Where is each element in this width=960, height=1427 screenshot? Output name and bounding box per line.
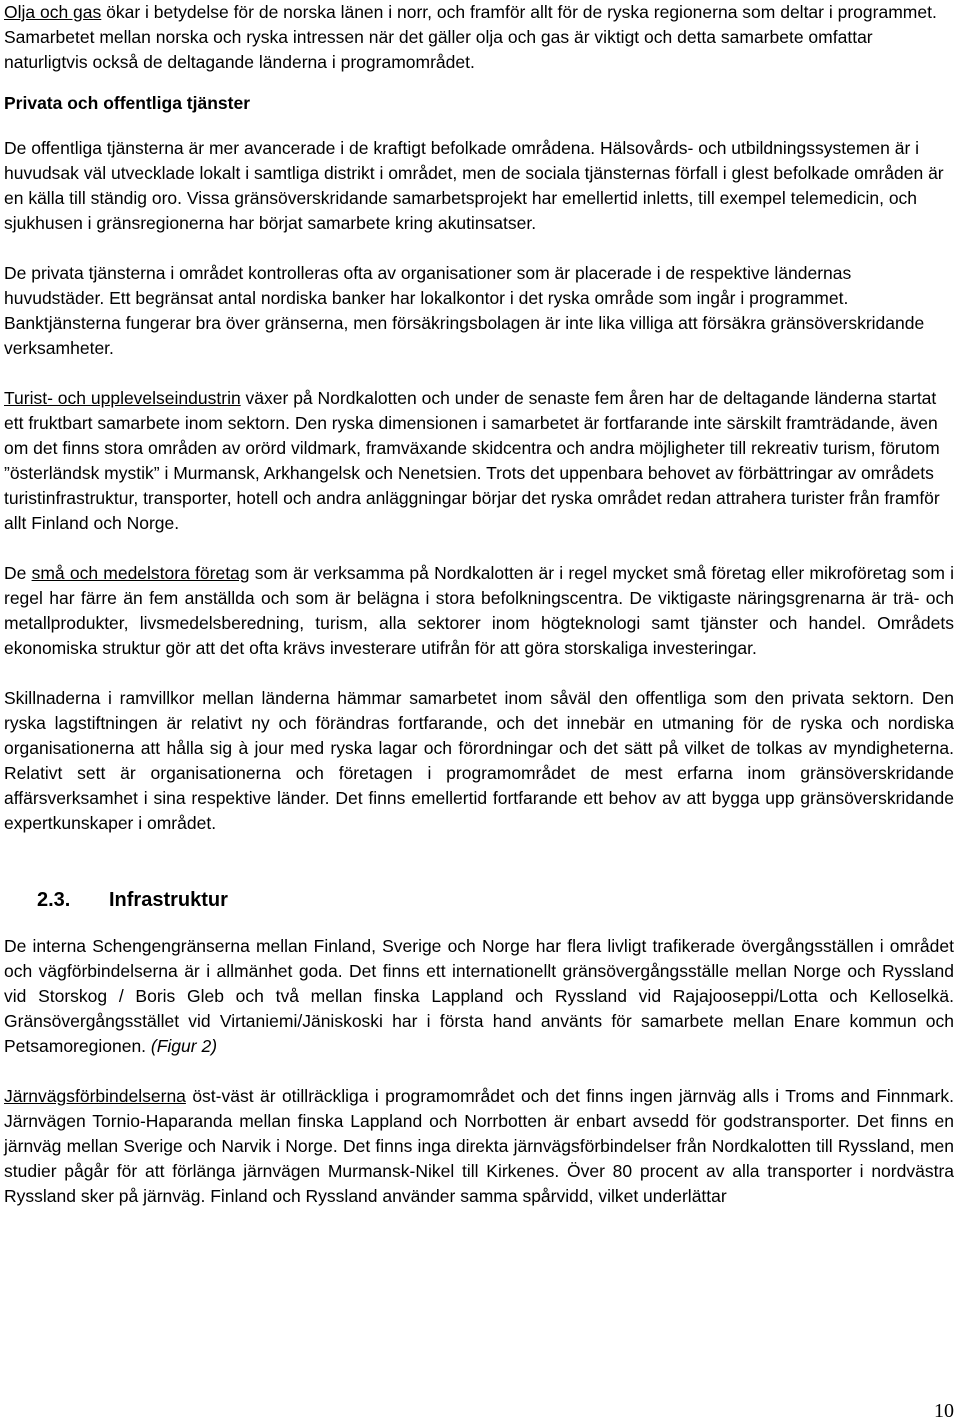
paragraph-oil-gas xyxy=(4,0,954,75)
paragraph-text: växer på Nordkalotten och under de senaste fem åren har de deltagande länderna startat ett fruktbart samarbete inom sektorn. Den ryska dimensionen i samarbetet är fortfarande inte särskilt framträdande, även om det finns stora områden av orörd vildmark, framväxande skidcentra och andra möjligheter till rekreativ turism, förutom ”österländsk mystik” i Murmansk, Arkhangelsk och Nenetsien. Trots det uppenbara behovet av förbättringar av områdets turistinfrastruktur, transporter, hotell och andra anläggningar börjar det ryska området redan attrahera turister från framför allt Finland och Norge. xyxy=(4,388,940,533)
paragraph-text: De interna Schengengränserna mellan Finland, Sverige och Norge har flera livligt trafikerade övergångsställen i området och vägförbindelserna är i allmänhet goda. Det finns ett internationellt gränsövergångsställe mellan Norge och Ryssland vid Storskog / Boris Gleb och två mellan finska Lappland och Ryssland vid Rajajooseppi/Lotta och Kelloselkä. Gränsövergångsstället vid Virtaniemi/Jäniskoski har i första hand använts för samarbete mellan Enare kommun och Petsamoregionen. xyxy=(4,936,954,1056)
term-tourism: Turist- och upplevelseindustrin xyxy=(4,388,241,408)
paragraph-text: ökar i betydelse för de norska länen i norr, och framför allt för de ryska regionerna som deltar i programmet. Samarbetet mellan norska och ryska intressen när det gäller olja och gas är viktigt och detta samarbete omfattar naturligtvis också de deltagande länderna i programområdet. xyxy=(4,2,937,72)
paragraph-sme xyxy=(4,561,954,661)
paragraph-private-services: De privata tjänsterna i området kontrolleras ofta av organisationer som är placerade i de respektive ländernas huvudstäder. Ett begränsat antal nordiska banker har lokalkontor i det ryska område som ingår i programmet. Banktjänsterna fungerar bra över gränserna, men försäkringsbolagen är inte lika villiga att försäkra gränsöverskridande verksamheter. xyxy=(4,263,925,358)
paragraph-text: De xyxy=(4,563,32,583)
section-number: 2.3. xyxy=(37,889,71,911)
term-railways: Järnvägsförbindelserna xyxy=(4,1086,186,1106)
section-heading xyxy=(4,886,954,914)
paragraph-railways xyxy=(4,1084,954,1209)
subheading-private-public-services: Privata och offentliga tjänster xyxy=(4,93,251,113)
page-number: 10 xyxy=(934,1400,954,1422)
paragraph-tourism xyxy=(4,386,954,536)
term-sme: små och medelstora företag xyxy=(31,563,250,583)
paragraph-framework-differences: Skillnaderna i ramvillkor mellan länderna hämmar samarbetet inom såväl den offentliga som den privata sektorn. Den ryska lagstiftningen är relativt ny och förändras fortfarande, och det innebär en utmaning för de ryska och nordiska organisationerna att hålla sig à jour med ryska lagar och förordningar och det sätt på vilket de tolkas av myndigheterna. Relativt sett är organisationerna och företagen i programområdet de mest erfarna inom gränsöverskridande affärsverksamhet i sina respektive länder. Det finns emellertid fortfarande ett behov av att bygga upp gränsöverskridande expertkunskaper i området. xyxy=(4,688,954,833)
paragraph-text: öst-väst är otillräckliga i programområdet och det finns ingen järnväg alls i Troms and Finnmark. Järnvägen Tornio-Haparanda mellan finska Lappland och Norrbotten är enbart avsedd för godstransporter. Det finns en järnväg mellan Sverige och Narvik i Norge. Det finns inga direkta järnvägsförbindelser från Nordkalotten till Ryssland, men studier pågår för att förlänga järnvägen Murmansk-Nikel till Kirkenes. Över 80 procent av alla transporter i nordvästra Ryssland sker på järnväg. Finland och Ryssland använder samma spårvidd, vilket underlättar xyxy=(4,1086,954,1206)
paragraph-public-services: De offentliga tjänsterna är mer avancerade i de kraftigt befolkade områdena. Hälsovårds- och utbildningssystemen är i huvudsak väl utvecklade lokalt i samtliga distrikt i området, men de sociala tjänsternas förfall i glest befolkade områden är en källa till ständig oro. Vissa gränsöverskridande samarbetsprojekt har emellertid inletts, till exempel telemedicin, och sjukhusen i gränsregionerna har börjat samarbete kring akutinsatser. xyxy=(4,138,944,233)
document-page xyxy=(4,0,954,1209)
figure-reference: (Figur 2) xyxy=(150,1036,218,1056)
paragraph-schengen-borders xyxy=(4,934,954,1059)
section-title: Infrastruktur xyxy=(109,889,228,911)
term-oil-gas: Olja och gas xyxy=(4,2,102,22)
paragraph-text: som är verksamma på Nordkalotten är i regel mycket små företag eller mikroföretag som i regel har färre än fem anställda och som är belägna i stora befolkningscentra. De viktigaste näringsgrenarna är trä- och metallprodukter, livsmedelsberedning, turism, alla sektorer inom högteknologi samt tjänster och handel. Områdets ekonomiska struktur gör att det ofta krävs investerare utifrån för att göra storskaliga investeringar. xyxy=(4,563,954,658)
